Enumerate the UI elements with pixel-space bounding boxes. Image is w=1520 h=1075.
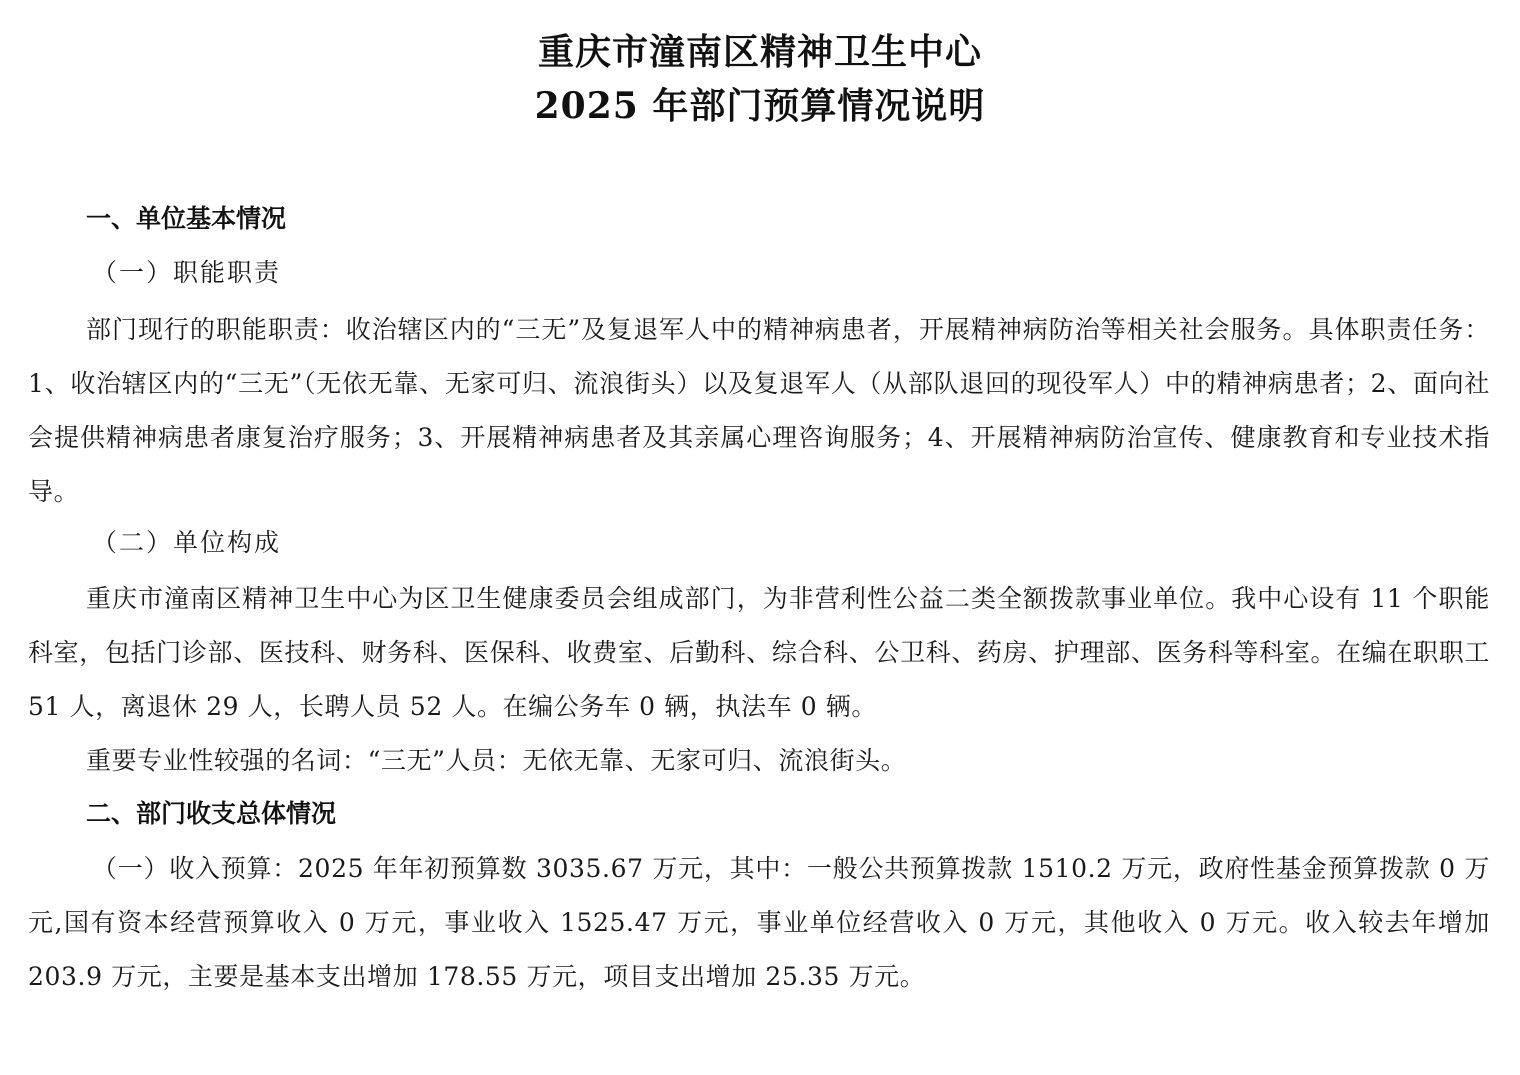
document-title-line2: 2025 年部门预算情况说明 [534, 85, 986, 127]
paragraph-income-budget: （一）收入预算：2025 年年初预算数 3035.67 万元，其中：一般公共预算拨款 1510.2 万元，政府性基金预算拨款 0 万元,国有资本经营预算收入 0 万元，事业收入 1525.47 万元，事业单位经营收入 0 万元，其他收入 0 万元。收入较去年增加 203.9 万元，主要是基本支出增加 178.55 万元，项目支出增加 25.35 万元。 [28, 854, 1490, 991]
section-heading-budget-overview: 二、部门收支总体情况 [86, 799, 337, 828]
paragraph-terms: 重要专业性较强的名词：“三无”人员：无依无靠、无家可归、流浪街头。 [86, 746, 907, 775]
subheading-functions: （一）职能职责 [92, 258, 282, 287]
section-heading-basic-info: 一、单位基本情况 [86, 204, 287, 233]
paragraph-functions: 部门现行的职能职责：收治辖区内的“三无”及复退军人中的精神病患者，开展精神病防治等相关社会服务。具体职责任务：1、收治辖区内的“三无”（无依无靠、无家可归、流浪街头）以及复退军人（从部队退回的现役军人）中的精神病患者；2、面向社会提供精神病患者康复治疗服务；3、开展精神病患者及其亲属心理咨询服务；4、开展精神病防治宣传、健康教育和专业技术指导。 [28, 315, 1490, 506]
subheading-composition: （二）单位构成 [92, 528, 282, 557]
document-title-line1: 重庆市潼南区精神卫生中心 [537, 31, 982, 73]
paragraph-composition: 重庆市潼南区精神卫生中心为区卫生健康委员会组成部门，为非营利性公益二类全额拨款事业单位。我中心设有 11 个职能科室，包括门诊部、医技科、财务科、医保科、收费室、后勤科、综合科、公卫科、药房、护理部、医务科等科室。在编在职职工 51 人，离退休 29 人，长聘人员 52 人。在编公务车 0 辆，执法车 0 辆。 [28, 584, 1490, 721]
